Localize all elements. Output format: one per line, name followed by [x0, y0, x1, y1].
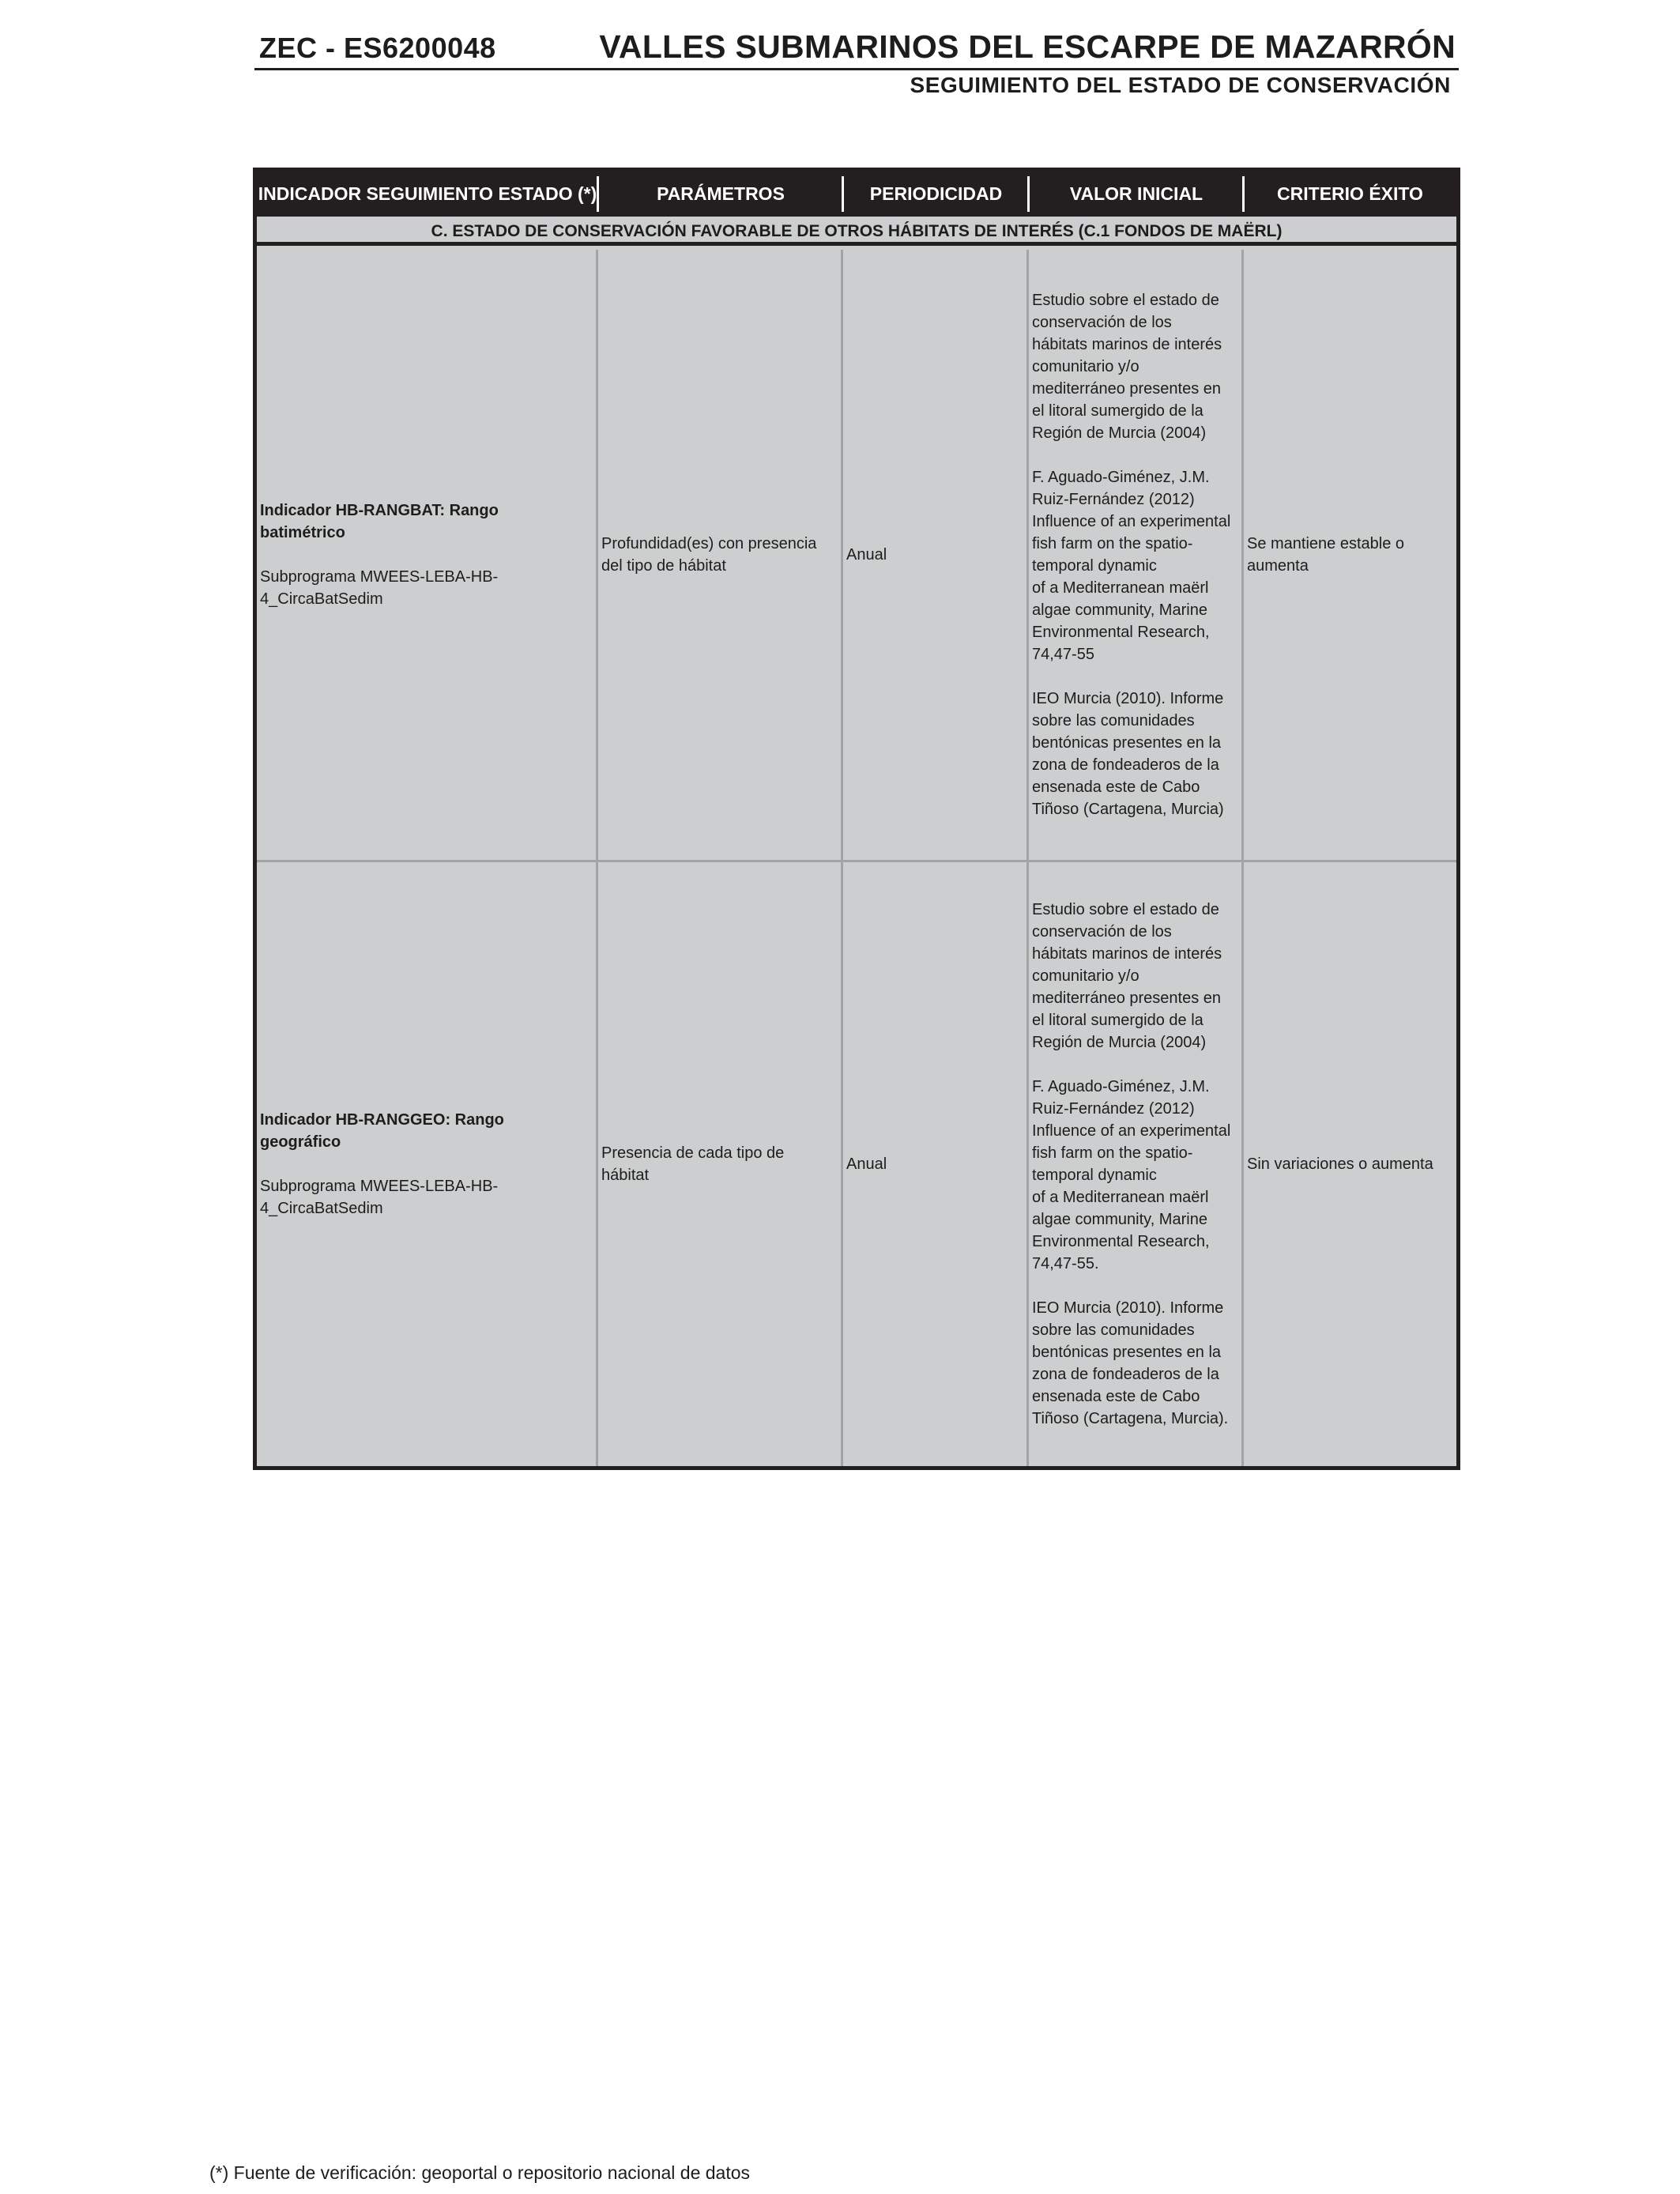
initial-value-reference: IEO Murcia (2010). Informe sobre las comunidades bentónicas presentes en la zona de fondeaderos de la ensenada este de Cabo Tiñoso (Cartagena, Murcia): [1032, 690, 1224, 818]
periodicity-text: Anual: [846, 1155, 887, 1173]
initial-value-reference: F. Aguado-Giménez, J.M. Ruiz-Fernández (2012) Influence of an experimental fish farm on the spatio- temporal dynamic of a Mediterranean maërl algae community, Marine Environmental Research, 74,47-55: [1032, 469, 1231, 663]
subprogram-text: Subprograma MWEES-LEBA-HB- 4_CircaBatSedim: [260, 1178, 499, 1217]
column-header-indicator: INDICADOR SEGUIMIENTO ESTADO (*): [258, 183, 597, 204]
column-header-parameters: PARÁMETROS: [657, 183, 785, 204]
indicator-cell: [257, 862, 598, 1466]
initial-value-reference: F. Aguado-Giménez, J.M. Ruiz-Fernández (2012) Influence of an experimental fish farm on the spatio- temporal dynamic of a Mediterranean maërl algae community, Marine Environmental Research, 74,47-55.: [1032, 1078, 1231, 1272]
column-header-success-criterion: CRITERIO ÉXITO: [1277, 183, 1423, 204]
site-title: VALLES SUBMARINOS DEL ESCARPE DE MAZARRÓN: [599, 28, 1456, 65]
footnote: (*) Fuente de verificación: geoportal o repositorio nacional de datos: [209, 2162, 751, 2183]
table-row: [257, 250, 1456, 862]
page-header: [254, 28, 1459, 97]
indicator-cell: [257, 250, 598, 860]
success-criterion-cell: [1244, 250, 1456, 860]
parameters-text: Profundidad(es) con presencia del tipo de hábitat: [601, 535, 817, 575]
success-criterion-text: Se mantiene estable o aumenta: [1247, 535, 1405, 575]
table-row: [257, 862, 1456, 1466]
column-header-initial-value: VALOR INICIAL: [1069, 183, 1203, 204]
parameters-text: Presencia de cada tipo de hábitat: [601, 1144, 785, 1184]
header-title-bar: [254, 28, 1459, 70]
indicator-name: Indicador HB-RANGGEO: Rango geográfico: [260, 1111, 504, 1151]
subprogram-text: Subprograma MWEES-LEBA-HB- 4_CircaBatSedim: [260, 568, 499, 608]
success-criterion-cell: [1244, 862, 1456, 1466]
table-header-row: [257, 172, 1456, 217]
periodicity-text: Anual: [846, 546, 887, 564]
column-header-periodicity: PERIODICIDAD: [869, 183, 1003, 204]
initial-value-reference: Estudio sobre el estado de conservación de los hábitats marinos de interés comunitario y/o mediterráneo presentes en el litoral sumergido de la Región de Murcia (2004): [1032, 901, 1222, 1051]
monitoring-table: [253, 168, 1460, 1470]
indicator-name: Indicador HB-RANGBAT: Rango batimétrico: [260, 502, 499, 541]
success-criterion-text: Sin variaciones o aumenta: [1247, 1155, 1433, 1173]
parameters-cell: [598, 250, 843, 860]
periodicity-cell: [843, 250, 1029, 860]
initial-value-reference: Estudio sobre el estado de conservación de los hábitats marinos de interés comunitario y/o mediterráneo presentes en el litoral sumergido de la Región de Murcia (2004): [1032, 292, 1222, 442]
page-subtitle: SEGUIMIENTO DEL ESTADO DE CONSERVACIÓN: [910, 73, 1451, 97]
zec-code: ZEC - ES6200048: [259, 32, 496, 64]
periodicity-cell: [843, 862, 1029, 1466]
section-title-row: C. ESTADO DE CONSERVACIÓN FAVORABLE DE OTROS HÁBITATS DE INTERÉS (C.1 FONDOS DE MAËRL): [257, 217, 1456, 246]
initial-value-reference: IEO Murcia (2010). Informe sobre las comunidades bentónicas presentes en la zona de fondeaderos de la ensenada este de Cabo Tiñoso (Cartagena, Murcia).: [1032, 1299, 1229, 1427]
initial-value-cell: [1029, 250, 1244, 860]
parameters-cell: [598, 862, 843, 1466]
initial-value-cell: [1029, 862, 1244, 1466]
